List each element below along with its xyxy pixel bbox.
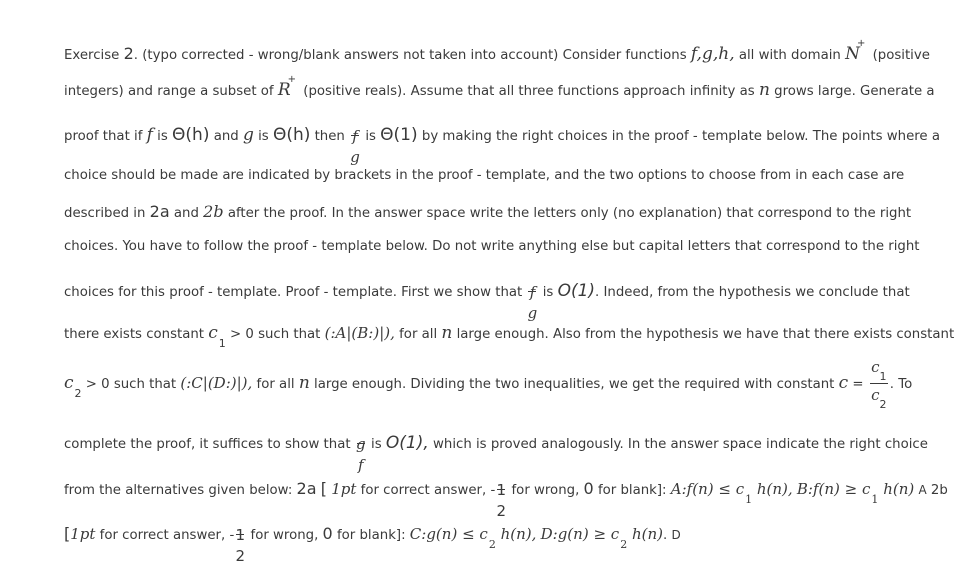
alternatives-text: from the alternatives given below: — [64, 483, 293, 498]
option-c-end: h(n), — [500, 525, 537, 543]
frac-den: f — [358, 456, 364, 474]
frac-num: f — [529, 283, 536, 301]
var-f: f — [146, 125, 153, 145]
exercise-number: 2 — [123, 44, 134, 63]
label-2a: 2a — [149, 202, 170, 221]
label-2a: 2a — [296, 479, 317, 498]
range-text: integers) and range a subset of — [64, 84, 274, 99]
exercise-line-6: choices. You have to follow the proof - template below. Do not write anything else but capital letters that correspond to the right — [64, 239, 920, 254]
function-list: f,g,h, — [690, 44, 735, 64]
and-text: and — [173, 206, 199, 221]
option-d-end: h(n) — [631, 525, 663, 543]
is-text: is — [371, 437, 382, 452]
range-symbol: R — [277, 80, 291, 100]
domain-tail: (positive — [872, 48, 930, 63]
constant-text: there exists constant — [64, 327, 205, 342]
correct-text: for correct answer, — [99, 528, 226, 543]
is-text: is — [542, 285, 554, 300]
open-bracket: [ — [320, 479, 327, 498]
exercise-line-8 — [64, 323, 955, 350]
equals-sign: = — [852, 377, 864, 392]
option-a-text: A:f(n) ≤ c — [670, 480, 745, 498]
exercise-line-4: choice should be made are indicated by brackets in the proof - template, and the two options to choose from in each case are — [64, 168, 905, 183]
sub-2: 2 — [74, 387, 82, 400]
minus-sign: - — [490, 483, 496, 498]
frac-num: 1 — [235, 526, 246, 544]
frac-num: 1 — [496, 481, 507, 499]
range-tail: (positive reals). Assume that all three functions approach infinity as — [303, 84, 755, 99]
line10-tail: which is proved analogously. In the answer space indicate the right choice — [433, 437, 928, 452]
frac-den — [868, 385, 890, 411]
exercise-dot: . — [133, 48, 138, 63]
blank-text: for blank]: — [597, 483, 667, 498]
theta-h-2: Θ(h) — [272, 125, 311, 145]
dot: . — [663, 528, 668, 543]
frac-num: f — [352, 127, 358, 145]
for-all-text: for all — [256, 377, 295, 392]
line2-tail: grows large. Generate a — [774, 84, 935, 99]
line7-tail: Indeed, from the hypothesis we conclude that — [603, 285, 910, 300]
open-bracket: [ — [64, 524, 71, 543]
points-wrap — [70, 524, 95, 543]
exercise-word: Exercise — [64, 48, 120, 63]
domain-plus: + — [856, 37, 866, 49]
described-text: described in — [64, 206, 146, 221]
option-b-text: B:f(n) ≥ c — [796, 480, 871, 498]
fraction-c1-over-c2 — [868, 355, 890, 413]
option-b-end: h(n) — [883, 480, 915, 498]
exercise-intro: (typo corrected - wrong/blank answers not taken into account) Consider functions — [142, 48, 687, 63]
fraction-f-over-g-2 — [526, 271, 538, 322]
option-c-text: C:g(n) ≤ c — [409, 525, 488, 543]
var-c: c — [208, 323, 218, 343]
range-plus: + — [287, 73, 297, 85]
option-a — [670, 480, 793, 506]
var-c-const: c — [838, 373, 849, 393]
template-text: choices for this proof - template. Proof - template. First we show that — [64, 285, 523, 300]
exercise-line-11 — [64, 468, 948, 520]
line8-tail: large enough. Also from the hypothesis we have that there exists constant — [456, 327, 955, 342]
blank-text: for blank]: — [336, 528, 406, 543]
gt-zero-text: > 0 such that — [85, 377, 177, 392]
dot: . — [889, 377, 895, 392]
frac-den: g — [527, 304, 538, 322]
label-2b: 2b — [930, 483, 948, 498]
frac-den: 2 — [235, 547, 246, 565]
option-a-sub: 1 — [745, 493, 753, 506]
var-g: g — [242, 125, 254, 145]
zero: 0 — [583, 479, 594, 498]
frac-num — [868, 357, 890, 383]
exercise-line-3 — [64, 114, 940, 166]
points: 1pt — [331, 480, 357, 498]
option-b — [796, 480, 915, 506]
frac-den-sub: 2 — [879, 398, 887, 411]
gt-zero-text: > 0 such that — [230, 327, 321, 342]
fraction-half — [495, 469, 507, 520]
option-d-sub: 2 — [620, 538, 628, 551]
then-text: then — [314, 129, 345, 144]
option-d-text: D:g(n) ≥ c — [540, 525, 620, 543]
fraction-half — [234, 514, 246, 565]
zero: 0 — [322, 524, 333, 543]
var-c: c — [64, 373, 74, 393]
big-o-1: O(1), — [385, 433, 429, 453]
sub-1: 1 — [218, 337, 226, 350]
domain-symbol: N — [845, 44, 860, 64]
and-text: and — [213, 129, 239, 144]
option-c-sub: 2 — [488, 538, 496, 551]
correct-text: for correct answer, — [360, 483, 487, 498]
frac-num: g — [356, 435, 366, 453]
option-c — [409, 525, 537, 551]
theta-h-1: Θ(h) — [172, 125, 210, 145]
wrong-text: for wrong, — [250, 528, 319, 543]
frac-num-c: c — [871, 358, 880, 376]
frac-den: g — [350, 148, 360, 166]
option-d — [540, 525, 663, 551]
option-a-end: h(n), — [756, 480, 793, 498]
fraction-g-over-f — [355, 423, 367, 474]
is-text-3: is — [365, 129, 376, 144]
points: 1pt — [70, 525, 96, 543]
option-b-sub: 1 — [871, 493, 879, 506]
choice-ab: (:A|(B:)|), — [324, 324, 395, 342]
is-text-2: is — [258, 129, 269, 144]
label-2b: 2b — [203, 202, 224, 221]
var-n: n — [758, 80, 770, 100]
choice-cd: (:C|(D:)|), — [180, 374, 253, 392]
frac-num-sub: 1 — [879, 370, 887, 383]
is-text: is — [157, 129, 168, 144]
exercise-line-12 — [64, 513, 681, 565]
var-n: n — [441, 323, 453, 343]
to-text: To — [898, 377, 913, 392]
dot: . — [595, 285, 600, 300]
var-n: n — [298, 373, 310, 393]
exercise-line-10 — [64, 422, 928, 474]
theta-1: Θ(1) — [380, 125, 418, 145]
exercise-line-5 — [64, 202, 911, 224]
frac-den-c: c — [871, 386, 880, 404]
answer-d: D — [671, 528, 681, 542]
line5-tail: after the proof. In the answer space write the letters only (no explanation) that correspond to the right — [227, 206, 912, 221]
fraction-f-over-g — [349, 115, 361, 166]
for-all-text: for all — [399, 327, 438, 342]
exercise-line-1 — [64, 37, 930, 66]
frac-den: 2 — [496, 502, 507, 520]
exercise-line-7 — [64, 270, 910, 322]
exercise-line-9 — [64, 354, 912, 416]
line3-tail: by making the right choices in the proof - template below. The points where a — [421, 129, 940, 144]
minus-sign: - — [229, 528, 235, 543]
exercise-line-2 — [64, 73, 935, 102]
big-o-1: O(1) — [557, 281, 596, 301]
answer-a: A — [918, 483, 927, 497]
domain-text: all with domain — [738, 48, 841, 63]
wrong-text: for wrong, — [511, 483, 580, 498]
dividing-text: large enough. Dividing the two inequalities, we get the required with constant — [314, 377, 835, 392]
complete-text: complete the proof, it suffices to show that — [64, 437, 351, 452]
frac-bar — [870, 383, 888, 384]
proof-that-text: proof that if — [64, 129, 143, 144]
